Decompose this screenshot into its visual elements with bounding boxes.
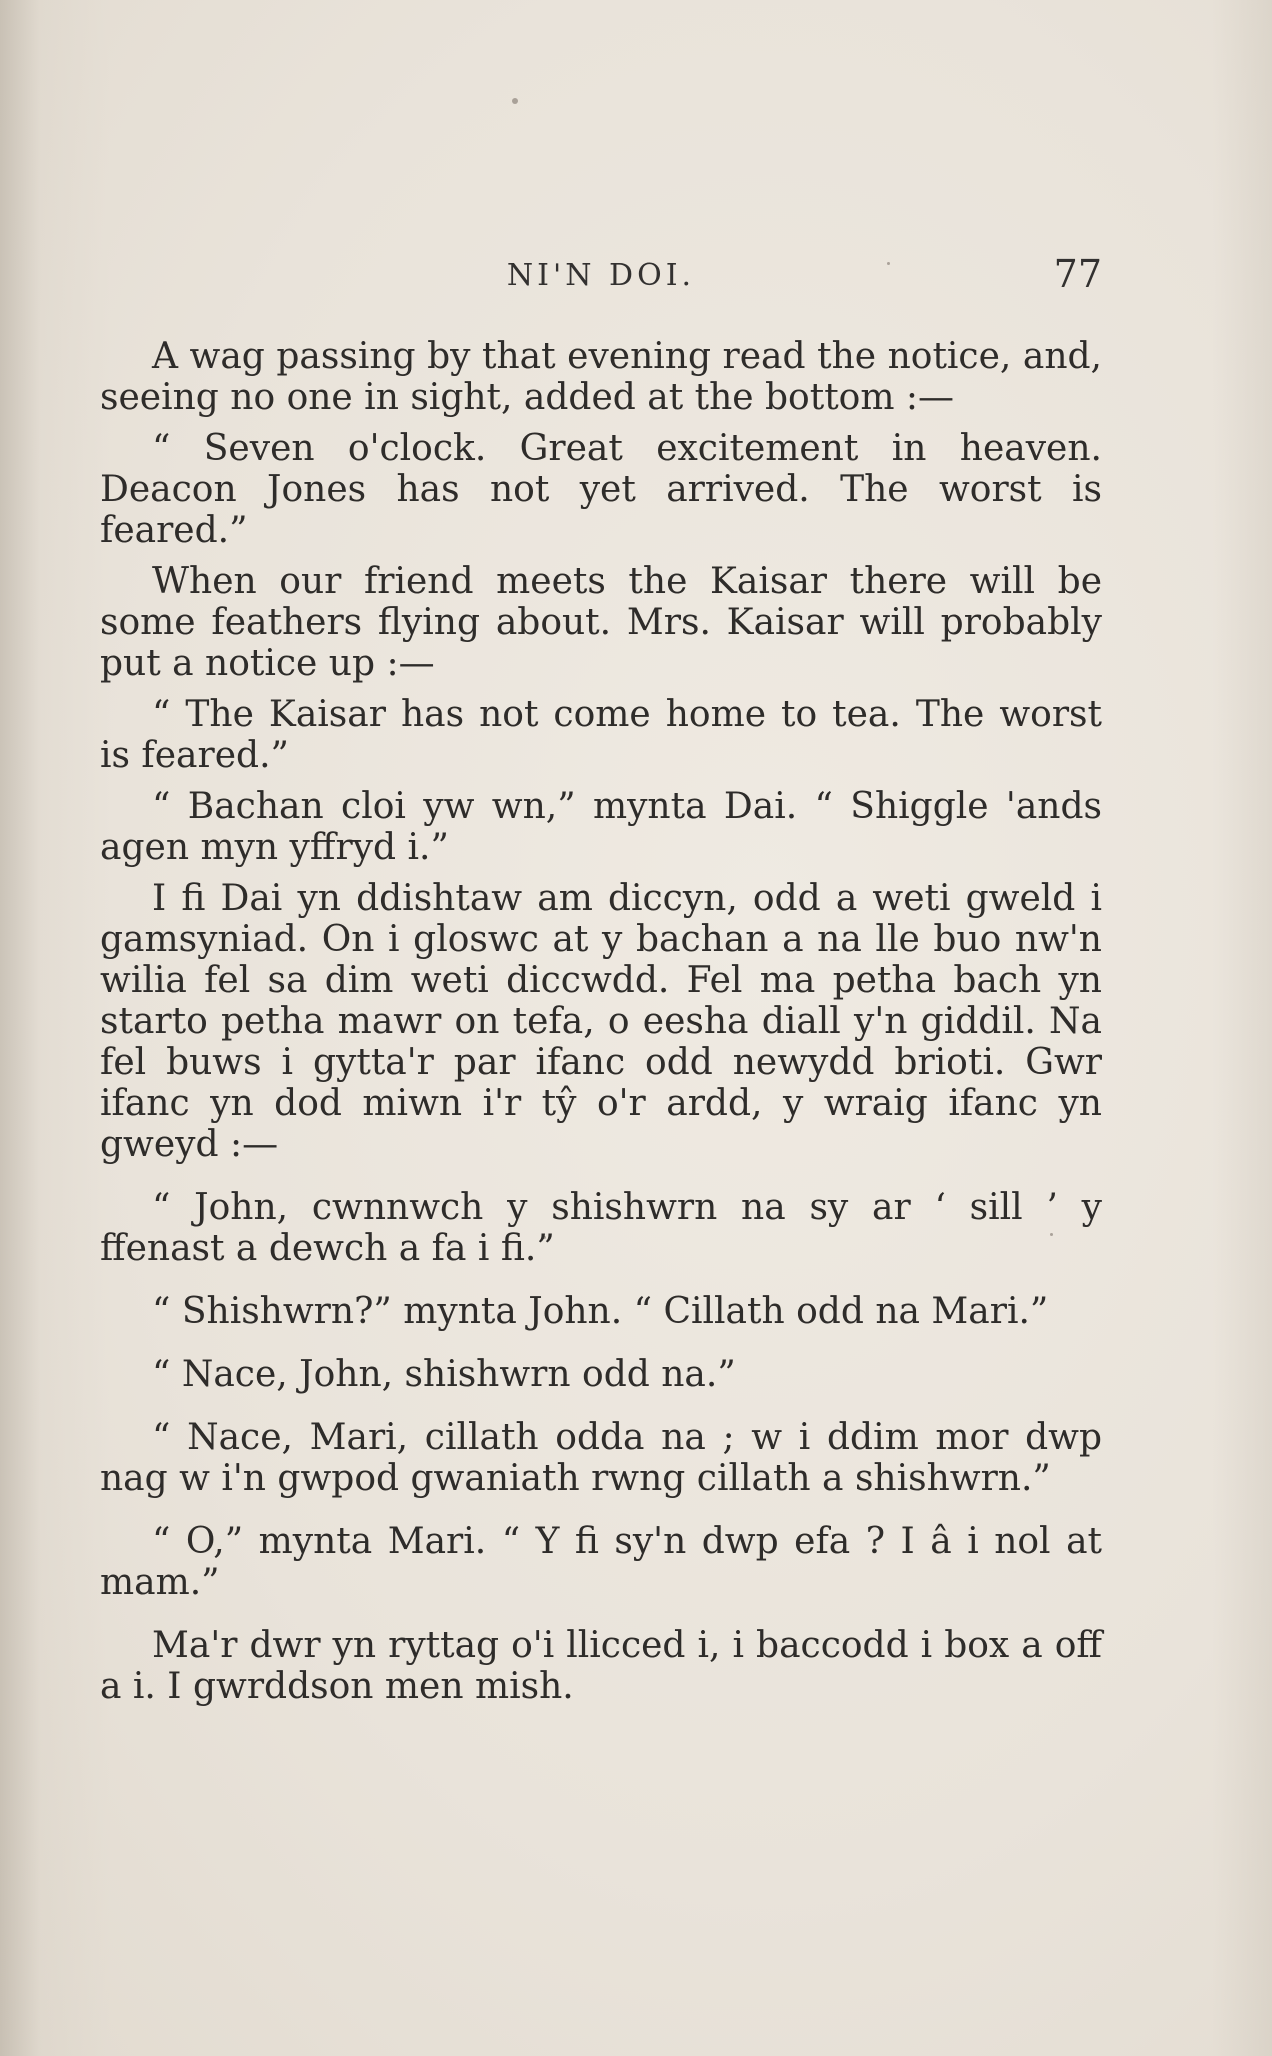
running-head: NI'N DOI. xyxy=(506,258,696,293)
paragraph: “ The Kaisar has not come home to tea. The worst is feared.” xyxy=(100,694,1102,776)
paragraph: “ Seven o'clock. Great excitement in heaven. Deacon Jones has not yet arrived. The worst is feared.” xyxy=(100,428,1102,551)
paper-speck xyxy=(512,98,518,104)
paragraph: Ma'r dwr yn ryttag o'i llicced i, i baccodd i box a off a i. I gwrddson men mish. xyxy=(100,1625,1102,1707)
paragraph: “ Nace, Mari, cillath odda na ; w i ddim mor dwp nag w i'n gwpod gwaniath rwng cillath a shishwrn.” xyxy=(100,1417,1102,1499)
paragraph: I fi Dai yn ddishtaw am diccyn, odd a weti gweld i gamsyniad. On i gloswс at y bachan a na lle buo nw'n wilia fel sa dim weti diccwdd. Fel ma petha bach yn starto petha mawr on tefa, o eesha diall y'n giddil. Na fel buws i gytta'r par ifanc odd newydd brioti. Gwr ifanc yn dod miwn i'r tŷ o'r ardd, y wraig ifanc yn gweyd :— xyxy=(100,878,1102,1165)
paragraph: “ Nace, John, shishwrn odd na.” xyxy=(152,1354,736,1395)
paragraph: “ O,” mynta Mari. “ Y fi sy'n dwp efa ? I â i nol at mam.” xyxy=(100,1521,1102,1603)
body-text xyxy=(100,336,1102,1717)
paragraph: A wag passing by that evening read the notice, and, seeing no one in sight, added at the bottom :— xyxy=(100,336,1102,418)
paragraph: “ Bachan cloi yw wn,” mynta Dai. “ Shiggle 'ands agen myn yffryd i.” xyxy=(100,786,1102,868)
page-number: 77 xyxy=(1053,252,1102,296)
page-header xyxy=(100,252,1102,308)
paragraph: “ John, cwnnwch y shishwrn na sy ar ‘ sill ’ y ffenast a dewch a fa i fi.” xyxy=(100,1187,1102,1269)
paragraph: “ Shishwrn?” mynta John. “ Cillath odd na Mari.” xyxy=(152,1291,1049,1332)
paragraph: When our friend meets the Kaisar there will be some feathers flying about. Mrs. Kaisar will probably put a notice up :— xyxy=(100,561,1102,684)
